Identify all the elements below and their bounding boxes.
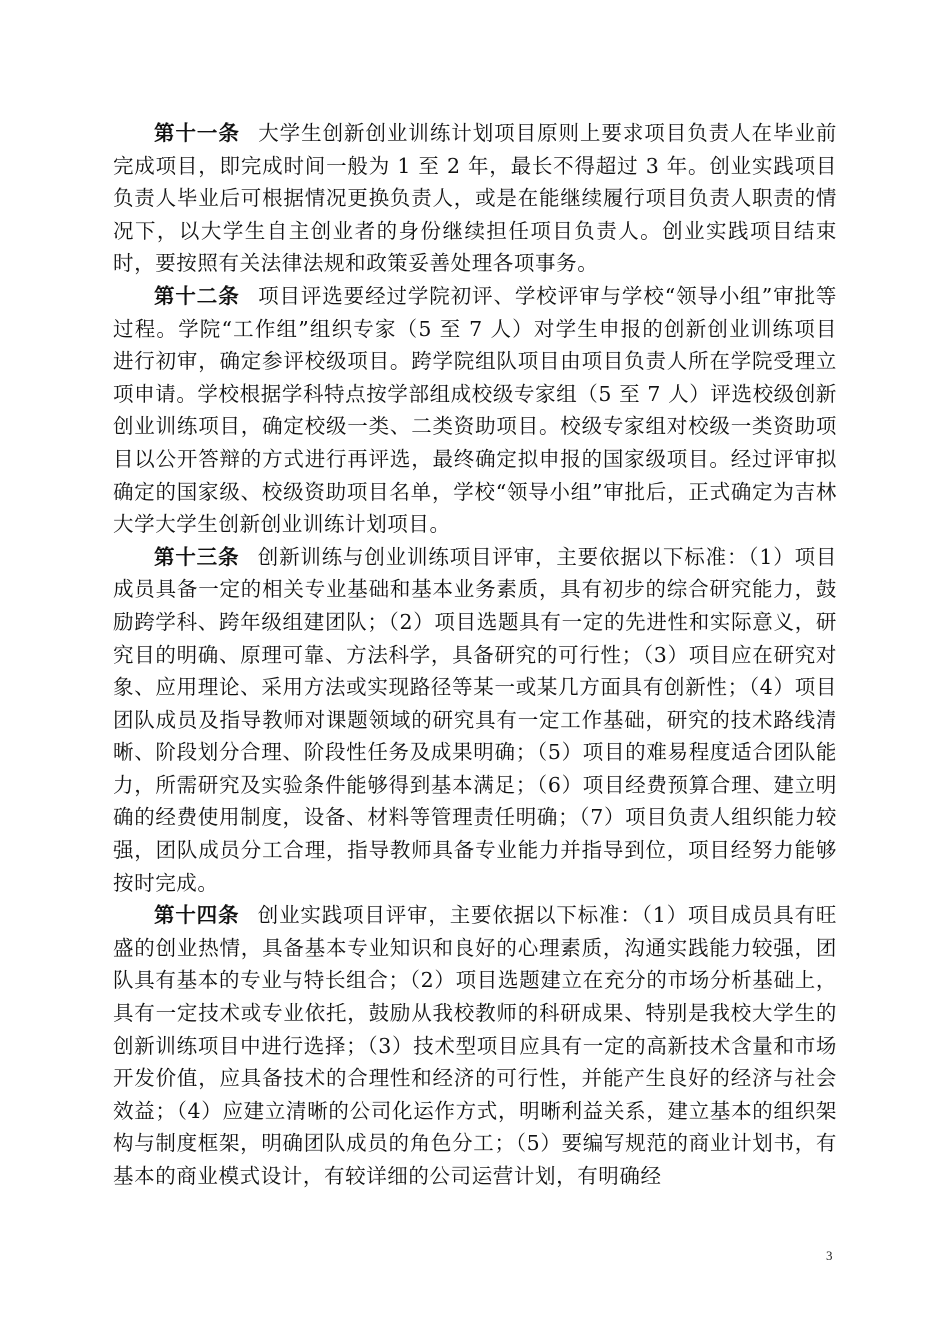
article-title: 第十四条 [154,903,240,928]
article-11 [113,117,837,280]
article-text: 大学生创新创业训练计划项目原则上要求项目负责人在毕业前完成项目，即完成时间一般为 1 至 2 年，最长不得超过 3 年。创业实践项目负责人毕业后可根据情况更换负责人，或是在能继续履行项目负责人职责的情况下，以大学生自主创业者的身份继续担任项目负责人。创业实践项目结束时，要按照有关法律法规和政策妥善处理各项事务。 [113,121,837,276]
article-13 [113,541,837,900]
page-number: 3 [826,1248,833,1263]
article-text: 项目评选要经过学院初评、学校评审与学校“领导小组”审批等过程。学院“工作组”组织专家（5 至 7 人）对学生申报的创新创业训练项目进行初审，确定参评校级项目。跨学院组队项目由项目负责人所在学院受理立项申请。学校根据学科特点按学部组成校级专家组（5 至 7 人）评选校级创新创业训练项目，确定校级一类、二类资助项目。校级专家组对校级一类资助项目以公开答辩的方式进行再评选，最终确定拟申报的国家级项目。经过评审拟确定的国家级、校级资助项目名单，学校“领导小组”审批后，正式确定为吉林大学大学生创新创业训练计划项目。 [113,283,838,537]
article-title: 第十二条 [154,283,240,308]
article-text: 创新训练与创业训练项目评审，主要依据以下标准：（1）项目成员具备一定的相关专业基础和基本业务素质，具有初步的综合研究能力，鼓励跨学科、跨年级组建团队；（2）项目选题具有一定的先进性和实际意义，研究目的明确、原理可靠、方法科学，具备研究的可行性；（3）项目应在研究对象、应用理论、采用方法或实现路径等某一或某几方面具有创新性；（4）项目团队成员及指导教师对课题领域的研究具有一定工作基础，研究的技术路线清晰、阶段划分合理、阶段性任务及成果明确；（5）项目的难易程度适合团队能力，所需研究及实验条件能够得到基本满足；（6）项目经费预算合理、建立明确的经费使用制度，设备、材料等管理责任明确；（7）项目负责人组织能力较强，团队成员分工合理，指导教师具备专业能力并指导到位，项目经努力能够按时完成。 [113,544,837,895]
article-14 [113,899,837,1192]
article-title: 第十三条 [154,544,240,569]
article-12 [113,280,837,541]
article-text: 创业实践项目评审，主要依据以下标准：（1）项目成员具有旺盛的创业热情，具备基本专业知识和良好的心理素质，沟通实践能力较强，团队具有基本的专业与特长组合；（2）项目选题建立在充分的市场分析基础上，具有一定技术或专业依托，鼓励从我校教师的科研成果、特别是我校大学生的创新训练项目中进行选择；（3）技术型项目应具有一定的高新技术含量和市场开发价值，应具备技术的合理性和经济的可行性，并能产生良好的经济与社会效益；（4）应建立清晰的公司化运作方式，明晰利益关系，建立基本的组织架构与制度框架，明确团队成员的角色分工；（5）要编写规范的商业计划书，有基本的商业模式设计，有较详细的公司运营计划，有明确经 [113,903,837,1188]
document-body [113,117,837,1193]
article-title: 第十一条 [154,121,240,145]
